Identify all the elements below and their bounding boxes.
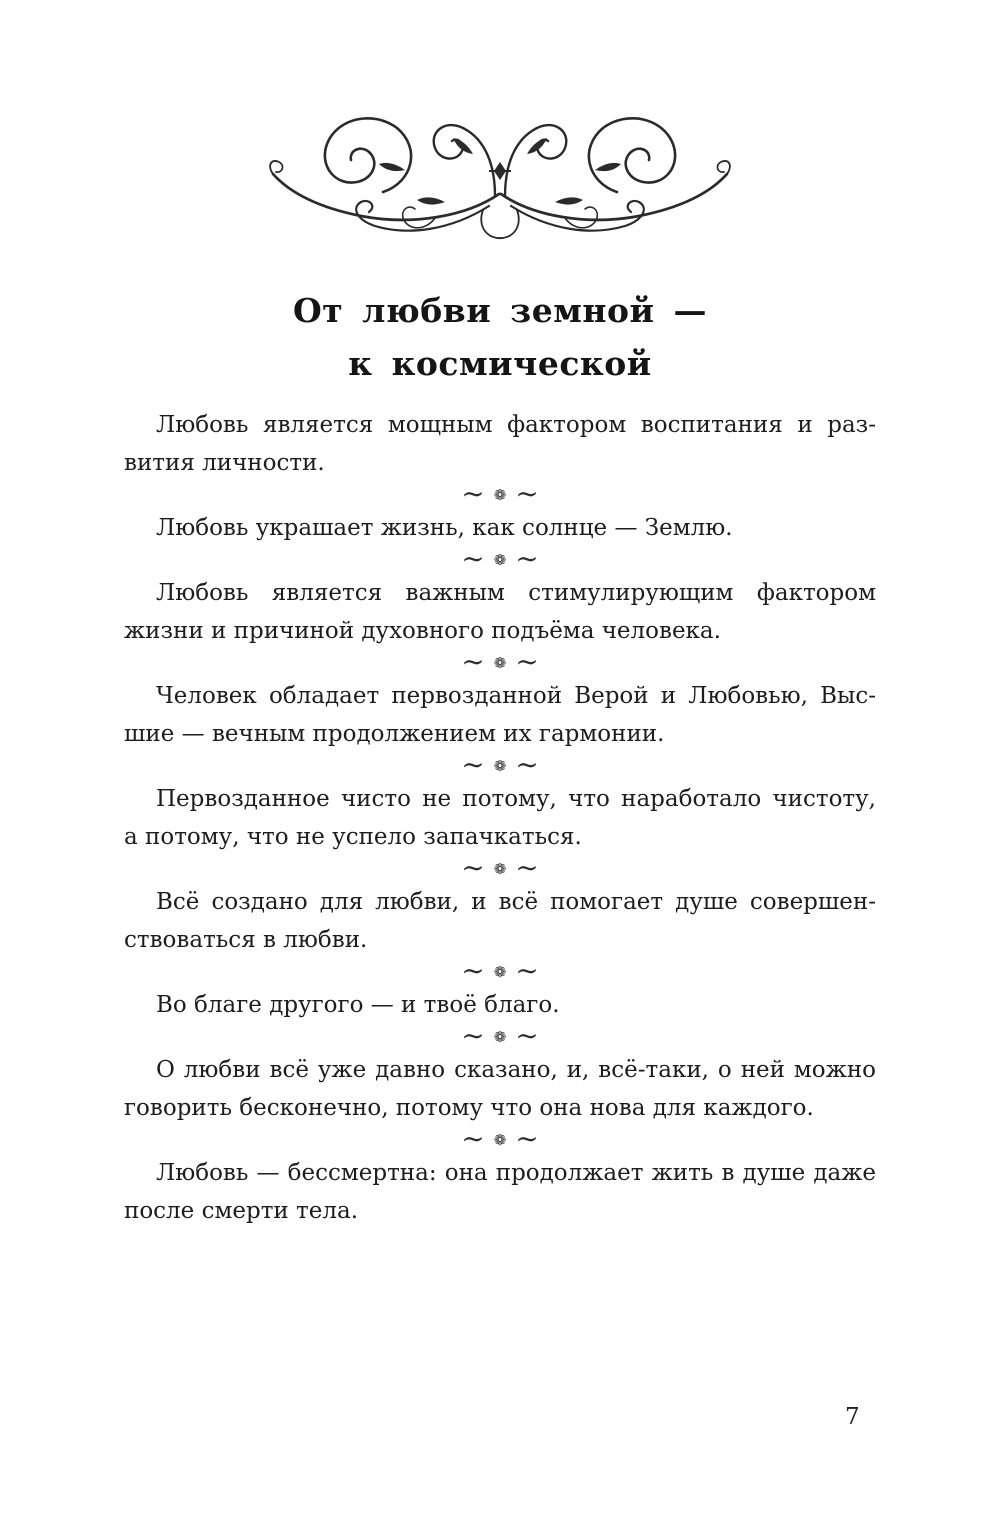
text-line: вития личности. [124, 450, 325, 476]
header-ornament [0, 110, 1000, 260]
text-line: Всё создано для любви, и всё помогает душе совершен- [156, 889, 876, 915]
text-line: Любовь является важным стимулирующим фактором [156, 580, 876, 606]
text-line: О любви всё уже давно сказано, и, всё-таки, о ней можно [156, 1057, 876, 1083]
swash-tilde-icon: ∼ [461, 851, 485, 884]
swash-tilde-icon: ∼ [461, 1019, 485, 1052]
florette-icon: ❁ [493, 551, 507, 569]
swash-tilde-icon: ∼ [461, 1122, 485, 1155]
aphorism-paragraph [124, 1154, 876, 1230]
section-divider-ornament [124, 748, 876, 781]
section-divider-ornament [124, 1019, 876, 1052]
swash-tilde-icon: ∼ [461, 954, 485, 987]
text-line: жизни и причиной духовного подъёма человека. [124, 618, 721, 644]
aphorism-paragraph [124, 986, 876, 1024]
chapter-title-line2: к космической [348, 344, 652, 383]
florette-icon: ❁ [493, 757, 507, 775]
florette-icon: ❁ [493, 654, 507, 672]
aphorism-paragraph [124, 406, 876, 482]
section-divider-ornament [124, 851, 876, 884]
florette-icon: ❁ [493, 1131, 507, 1149]
swash-tilde-icon: ∼ [515, 542, 539, 575]
aphorism-paragraph [124, 780, 876, 856]
text-line: шие — вечным продолжением их гармонии. [124, 721, 665, 747]
swash-tilde-icon: ∼ [515, 748, 539, 781]
swash-tilde-icon: ∼ [461, 748, 485, 781]
text-line: Любовь — бессмертна: она продолжает жить в душе даже [156, 1160, 876, 1186]
florette-icon: ❁ [493, 1028, 507, 1046]
page-number: 7 [845, 1404, 860, 1430]
swash-tilde-icon: ∼ [515, 954, 539, 987]
florette-icon: ❁ [493, 486, 507, 504]
aphorism-paragraph [124, 509, 876, 547]
florette-icon: ❁ [493, 963, 507, 981]
swash-tilde-icon: ∼ [461, 645, 485, 678]
section-divider-ornament [124, 1122, 876, 1155]
swash-tilde-icon: ∼ [515, 477, 539, 510]
section-divider-ornament [124, 645, 876, 678]
chapter-title-line1: От любви земной — [292, 291, 708, 330]
text-line: ствоваться в любви. [124, 927, 368, 953]
text-line: Любовь является мощным фактором воспитания и раз- [156, 412, 876, 438]
swash-tilde-icon: ∼ [461, 542, 485, 575]
section-divider-ornament [124, 477, 876, 510]
swash-tilde-icon: ∼ [515, 1019, 539, 1052]
aphorism-paragraph [124, 574, 876, 650]
aphorism-paragraph [124, 883, 876, 959]
text-line: а потому, что не успело запачкаться. [124, 824, 582, 850]
aphorism-paragraph [124, 1051, 876, 1127]
swash-tilde-icon: ∼ [515, 1122, 539, 1155]
text-line: Любовь украшает жизнь, как солнце — Землю. [156, 515, 733, 541]
florette-icon: ❁ [493, 860, 507, 878]
book-page [0, 110, 1000, 1521]
text-line: Первозданное чисто не потому, что наработало чистоту, [156, 786, 876, 812]
text-line: Человек обладает первозданной Верой и Любовью, Выс- [156, 683, 876, 709]
swash-tilde-icon: ∼ [515, 645, 539, 678]
swash-tilde-icon: ∼ [461, 477, 485, 510]
floral-flourish-icon [263, 110, 737, 258]
swash-tilde-icon: ∼ [515, 851, 539, 884]
text-line: говорить бесконечно, потому что она нова для каждого. [124, 1095, 814, 1121]
chapter-title [0, 284, 1000, 390]
aphorism-list [124, 406, 876, 1230]
text-line: после смерти тела. [124, 1198, 359, 1224]
section-divider-ornament [124, 954, 876, 987]
text-line: Во благе другого — и твоё благо. [156, 992, 560, 1018]
aphorism-paragraph [124, 677, 876, 753]
section-divider-ornament [124, 542, 876, 575]
